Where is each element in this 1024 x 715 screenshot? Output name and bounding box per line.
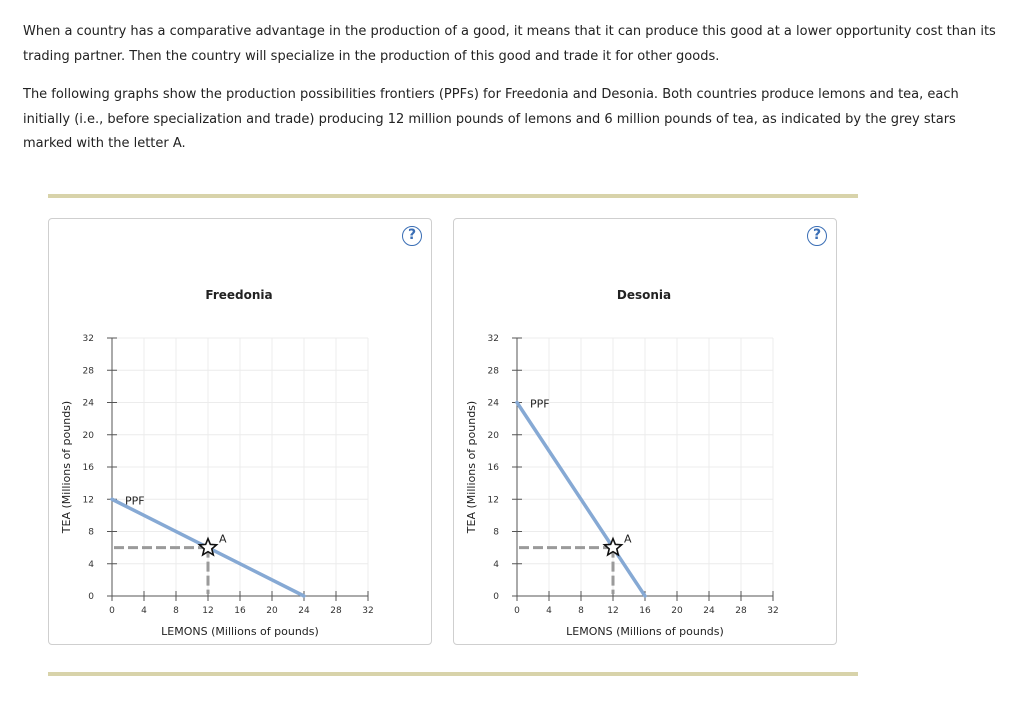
- freedonia-chart: [49, 219, 433, 646]
- x-tick-label: 32: [362, 606, 374, 616]
- help-icon[interactable]: ?: [807, 226, 827, 246]
- y-tick-label: 28: [487, 366, 499, 377]
- x-tick-label: 20: [266, 606, 278, 616]
- ppf-label: PPF: [530, 397, 550, 411]
- x-tick-label: 24: [298, 606, 310, 616]
- x-tick-label: 12: [202, 606, 214, 616]
- x-tick-label: 32: [767, 606, 779, 616]
- y-tick-label: 16: [487, 463, 499, 473]
- x-tick-label: 0: [514, 606, 520, 616]
- x-axis-label: LEMONS (Millions of pounds): [566, 625, 724, 638]
- y-tick-label: 8: [493, 527, 499, 538]
- x-tick-label: 8: [578, 606, 584, 616]
- y-tick-label: 32: [82, 334, 94, 344]
- x-tick-label: 4: [141, 606, 147, 616]
- x-tick-label: 28: [330, 606, 342, 616]
- x-tick-label: 0: [109, 606, 115, 616]
- y-tick-label: 28: [82, 366, 94, 377]
- intro-paragraph-2: The following graphs show the production possibilities frontiers (PPFs) for Freedonia and Desonia. Both countries produce lemons and tea, each initially (i.e., before specialization and trade) producing 12 million pounds of lemons and 6 million pounds of tea, as indicated by the grey stars marked with the letter A.: [23, 87, 959, 151]
- chart-title: Desonia: [616, 288, 672, 302]
- ppf-label: PPF: [125, 494, 145, 508]
- y-tick-label: 8: [88, 527, 94, 538]
- x-tick-label: 4: [546, 606, 552, 616]
- bottom-divider: [48, 672, 858, 676]
- freedonia-graph-panel: [48, 218, 432, 645]
- x-tick-label: 28: [735, 606, 747, 616]
- y-tick-label: 4: [493, 559, 499, 570]
- x-tick-label: 16: [234, 606, 246, 616]
- y-tick-label: 20: [487, 430, 499, 441]
- desonia-chart: [454, 219, 838, 646]
- y-tick-label: 0: [88, 592, 94, 602]
- x-tick-label: 12: [607, 606, 619, 616]
- chart-title: Freedonia: [205, 288, 273, 302]
- y-tick-label: 32: [487, 334, 499, 344]
- x-tick-label: 20: [671, 606, 683, 616]
- help-icon[interactable]: ?: [402, 226, 422, 246]
- intro-paragraph-1: When a country has a comparative advantage in the production of a good, it means that it can produce this good at a lower opportunity cost than its trading partner. Then the country will specialize in the production of this good and trade it for other goods.: [23, 24, 996, 64]
- point-a-label: A: [624, 532, 632, 546]
- x-tick-label: 24: [703, 606, 715, 616]
- y-tick-label: 24: [82, 398, 94, 409]
- y-tick-label: 20: [82, 430, 94, 441]
- y-tick-label: 12: [487, 495, 499, 506]
- y-axis-label: TEA (Millions of pounds): [465, 400, 478, 534]
- y-tick-label: 24: [487, 398, 499, 409]
- point-a-label: A: [219, 532, 227, 546]
- y-tick-label: 16: [82, 463, 94, 473]
- y-tick-label: 4: [88, 559, 94, 570]
- x-tick-label: 8: [173, 606, 179, 616]
- x-axis-label: LEMONS (Millions of pounds): [161, 625, 319, 638]
- y-axis-label: TEA (Millions of pounds): [60, 400, 73, 534]
- y-tick-label: 12: [82, 495, 94, 506]
- desonia-graph-panel: [453, 218, 837, 645]
- top-divider: [48, 194, 858, 198]
- y-tick-label: 0: [493, 592, 499, 602]
- x-tick-label: 16: [639, 606, 651, 616]
